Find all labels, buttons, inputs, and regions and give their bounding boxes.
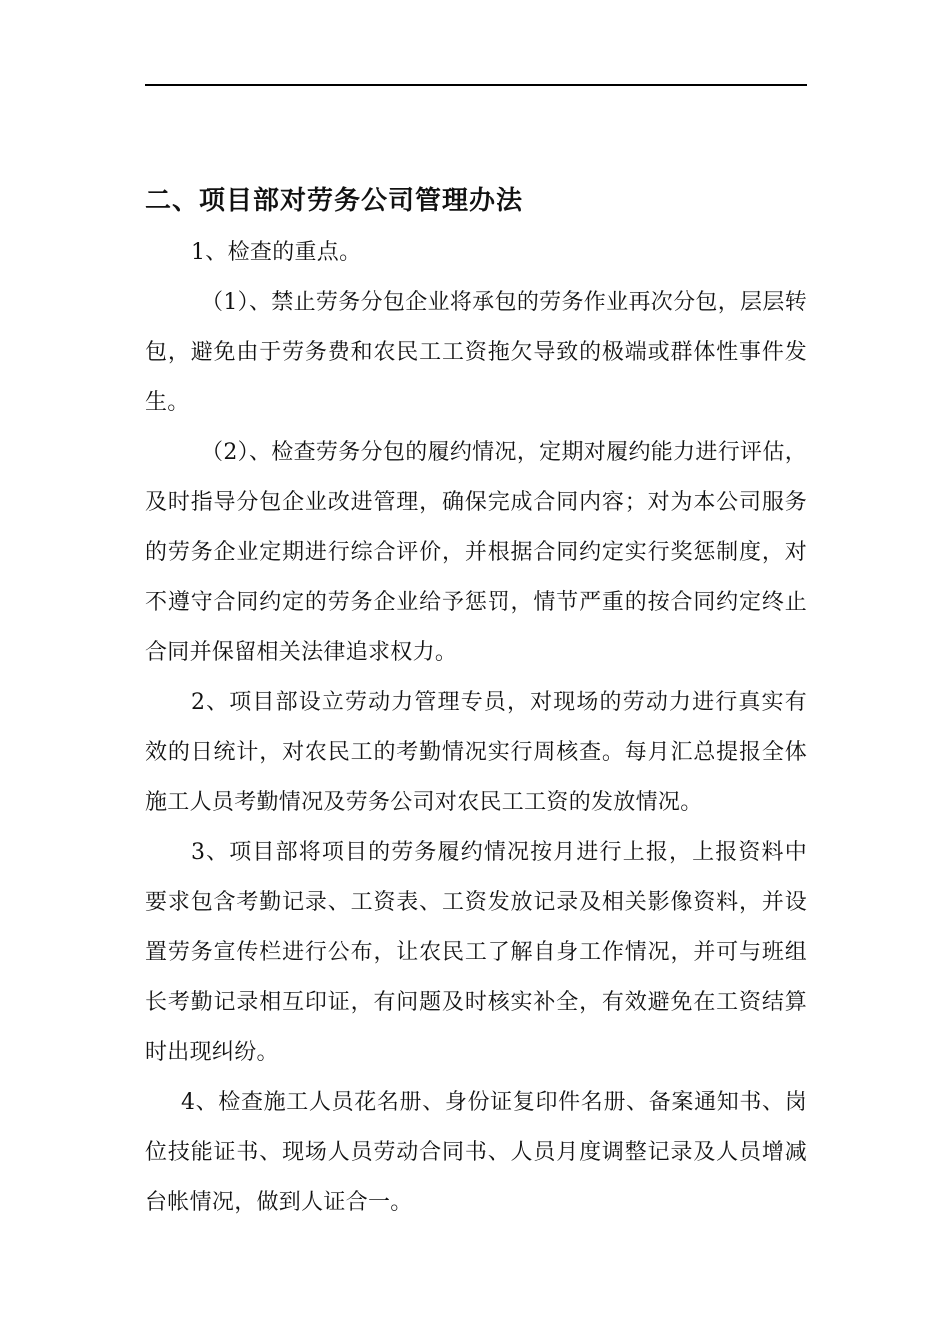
document-body bbox=[145, 180, 807, 1228]
header-rule bbox=[145, 84, 807, 86]
paragraph-check-focus: 1、检查的重点。 bbox=[191, 240, 362, 265]
paragraph-item-1: （1）、禁止劳务分包企业将承包的劳务作业再次分包，层层转包，避免由于劳务费和农民工工资拖欠导致的极端或群体性事件发生。 bbox=[145, 290, 807, 415]
paragraph-point-4: 4、检查施工人员花名册、身份证复印件名册、备案通知书、岗位技能证书、现场人员劳动合同书、人员月度调整记录及人员增减台帐情况，做到人证合一。 bbox=[145, 1090, 807, 1215]
paragraph-point-2: 2、项目部设立劳动力管理专员，对现场的劳动力进行真实有效的日统计，对农民工的考勤情况实行周核查。每月汇总提报全体施工人员考勤情况及劳务公司对农民工工资的发放情况。 bbox=[145, 690, 807, 815]
section-heading: 二、项目部对劳务公司管理办法 bbox=[145, 186, 524, 216]
paragraph-item-2: （2）、检查劳务分包的履约情况，定期对履约能力进行评估，及时指导分包企业改进管理，确保完成合同内容；对为本公司服务的劳务企业定期进行综合评价，并根据合同约定实行奖惩制度，对不遵守合同约定的劳务企业给予惩罚，情节严重的按合同约定终止合同并保留相关法律追求权力。 bbox=[145, 440, 807, 665]
paragraph-point-3: 3、项目部将项目的劳务履约情况按月进行上报，上报资料中要求包含考勤记录、工资表、工资发放记录及相关影像资料，并设置劳务宣传栏进行公布，让农民工了解自身工作情况，并可与班组长考勤记录相互印证，有问题及时核实补全，有效避免在工资结算时出现纠纷。 bbox=[145, 840, 807, 1065]
